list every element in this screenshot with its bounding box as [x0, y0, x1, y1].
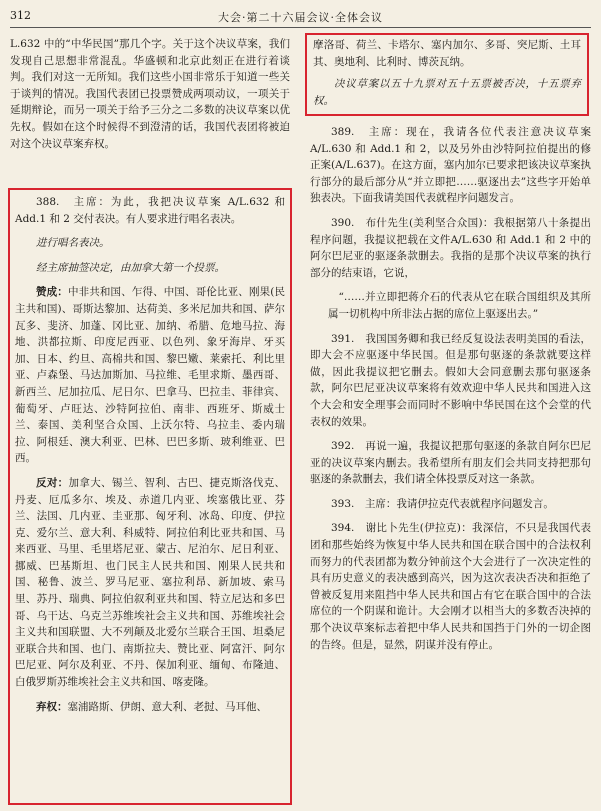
- paragraph-394: 394. 谢比卜先生(伊拉克)：我深信，不只是我国代表团和那些始终为恢复中华人民共和国在联合国中的合法权利而努力的代表团都为数分钟前这个大会进行了一次决定性的具有历史意义的表决感到高兴，因为这次表决否决和拒绝了曾被反复用来阻挡中华人民共和国占有它在联合国中的合法席位的一个阴谋和诡计。大会刚才以相当大的多数否决掉的那个决议草案标志着把中华人民共和国挡于门外的一切企图的告终。但是，显然，阴谋并没有停止。: [310, 522, 591, 651]
- abstain-list: [15, 699, 285, 716]
- right-column-body: [310, 124, 591, 653]
- paragraph-388: 388. 主席：为此，我把决议草案 A/L.632 和 Add.1 和 2 交付表决。有人要求进行唱名表决。: [15, 196, 285, 225]
- paragraph-392: 392. 再说一遍，我提议把那句驱逐的条款自阿尔巴尼亚的决议草案内删去。我希望所有朋友们会共同支持把那句驱逐的条款删去，我们请全体投票反对这一条款。: [310, 440, 591, 486]
- abstain-label: 弃权：: [36, 700, 68, 713]
- in-favour-countries: 中非共和国、乍得、中国、哥伦比亚、刚果(民主共和国)、哥斯达黎加、达荷美、多米尼加共和国、萨尔瓦多、斐济、加蓬、冈比亚、加纳、希腊、危地马拉、海地、洪都拉斯、印度尼西亚、以色列、象牙海岸、牙买加、日本、约旦、高棉共和国、黎巴嫩、莱索托、利比里亚、卢森堡、马达加斯加、马拉维、毛里求斯、墨西哥、新西兰、尼加拉瓜、尼日尔、巴拿马、巴拉圭、菲律宾、葡萄牙、卢旺达、沙特阿拉伯、南非、西班牙、斯威士兰、泰国、美利坚合众国、上沃尔特、乌拉圭、委内瑞拉、阿根廷、澳大利亚、巴林、巴巴多斯、玻利维亚、巴西。: [15, 286, 285, 465]
- paragraph-393: 393. 主席：我请伊拉克代表就程序问题发言。: [331, 497, 554, 510]
- abstain-countries: 塞浦路斯、伊朗、意大利、老挝、马耳他、: [67, 700, 267, 713]
- vote-record-box: [8, 188, 292, 805]
- vote-result: 决议草案以五十九票对五十五票被否决，十五票弃权。: [313, 78, 581, 107]
- quotation: “……并立即把蒋介石的代表从它在联合国组织及其所属一切机构中所非法占据的席位上驱逐出去。”: [328, 291, 591, 320]
- running-title: 大会·第二十六届会议·全体会议: [218, 11, 383, 24]
- vote-result-box: [305, 33, 589, 116]
- paragraph-389: 389. 主席：现在，我请各位代表注意决议草案 A/L.630 和 Add.1 和 2，以及另外由沙特阿拉伯提出的修正案(A/L.637)。在这方面，塞内加尔已要求把该决议草案执行部分的最后部分从“并立即把……驱逐出去”这些字开始单独表决。下面我请美国代表就程序问题发言。: [310, 126, 591, 205]
- abstain-continued: 摩洛哥、荷兰、卡塔尔、塞内加尔、多哥、突尼斯、土耳其、奥地利、比利时、博茨瓦纳。: [313, 39, 581, 68]
- in-favour-label: 赞成：: [36, 286, 68, 299]
- page-number: 312: [10, 9, 31, 22]
- against-label: 反对：: [36, 476, 69, 489]
- paragraph-390: 390. 布什先生(美利坚合众国)：我根据第八十条提出程序问题，我提议把载在文件A/L.630 和 Add.1 和 2 中的阿尔巴尼亚的驱逐条款删去。我指的是那个决议草案的执行部分的结束语，它说，: [310, 216, 591, 279]
- against-list: [15, 475, 285, 691]
- lot-note: 经主席抽签决定，由加拿大第一个投票。: [36, 261, 225, 274]
- in-favour-list: [15, 284, 285, 467]
- page-header: [10, 9, 591, 28]
- paragraph-391: 391. 我国国务卿和我已经反复设法表明美国的看法，即大会不应驱逐中华民国。但是那句驱逐的条款就要这样做，因此我提议把它删去。假如大会同意删去那句驱逐条款，阿尔巴尼亚决议草案将有效欢迎中华人民共和国进入这个大会和安全理事会而同时不影响中华民国在这个会堂的代表权的效果。: [310, 332, 591, 428]
- paragraph-continued: L.632 中的“中华民国”那几个字。关于这个决议草案，我们发现自己思想非常混乱。华盛顿和北京此刻正在进行着谈判。我们对这一无所知。我们这些小国非常乐于知道一些关于谈判的情况。我国代表团已投票赞成两项动议，一项关于延期辩论，而另一项关于给予三分之二多数的决议草案以优先权。假如在这个时候得不到澄清的话，我国代表团将被迫对这个决议草案弃权。: [10, 38, 290, 150]
- against-countries: 加拿大、锡兰、智利、古巴、捷克斯洛伐克、丹麦、厄瓜多尔、埃及、赤道几内亚、埃塞俄比亚、芬兰、法国、几内亚、圭亚那、匈牙利、冰岛、印度、伊拉克、爱尔兰、意大利、科威特、阿拉伯利比亚共和国、马来西亚、马里、毛里塔尼亚、蒙古、尼泊尔、尼日利亚、挪威、巴基斯坦、也门民主人民共和国、刚果人民共和国、秘鲁、波兰、罗马尼亚、塞拉利昂、新加坡、索马里、苏丹、瑞典、阿拉伯叙利亚共和国、特立尼达和多巴哥、乌干达、乌克兰苏维埃社会主义共和国、苏维埃社会主义共和国联盟、大不列颠及北爱尔兰联合王国、坦桑尼亚联合共和国、也门、南斯拉夫、赞比亚、阿富汗、阿尔巴尼亚、阿尔及利亚、不丹、保加利亚、缅甸、布隆迪、白俄罗斯苏维埃社会主义共和国、喀麦隆。: [15, 476, 286, 689]
- left-column-top: [10, 36, 290, 152]
- roll-call-note: 进行唱名表决。: [36, 237, 110, 250]
